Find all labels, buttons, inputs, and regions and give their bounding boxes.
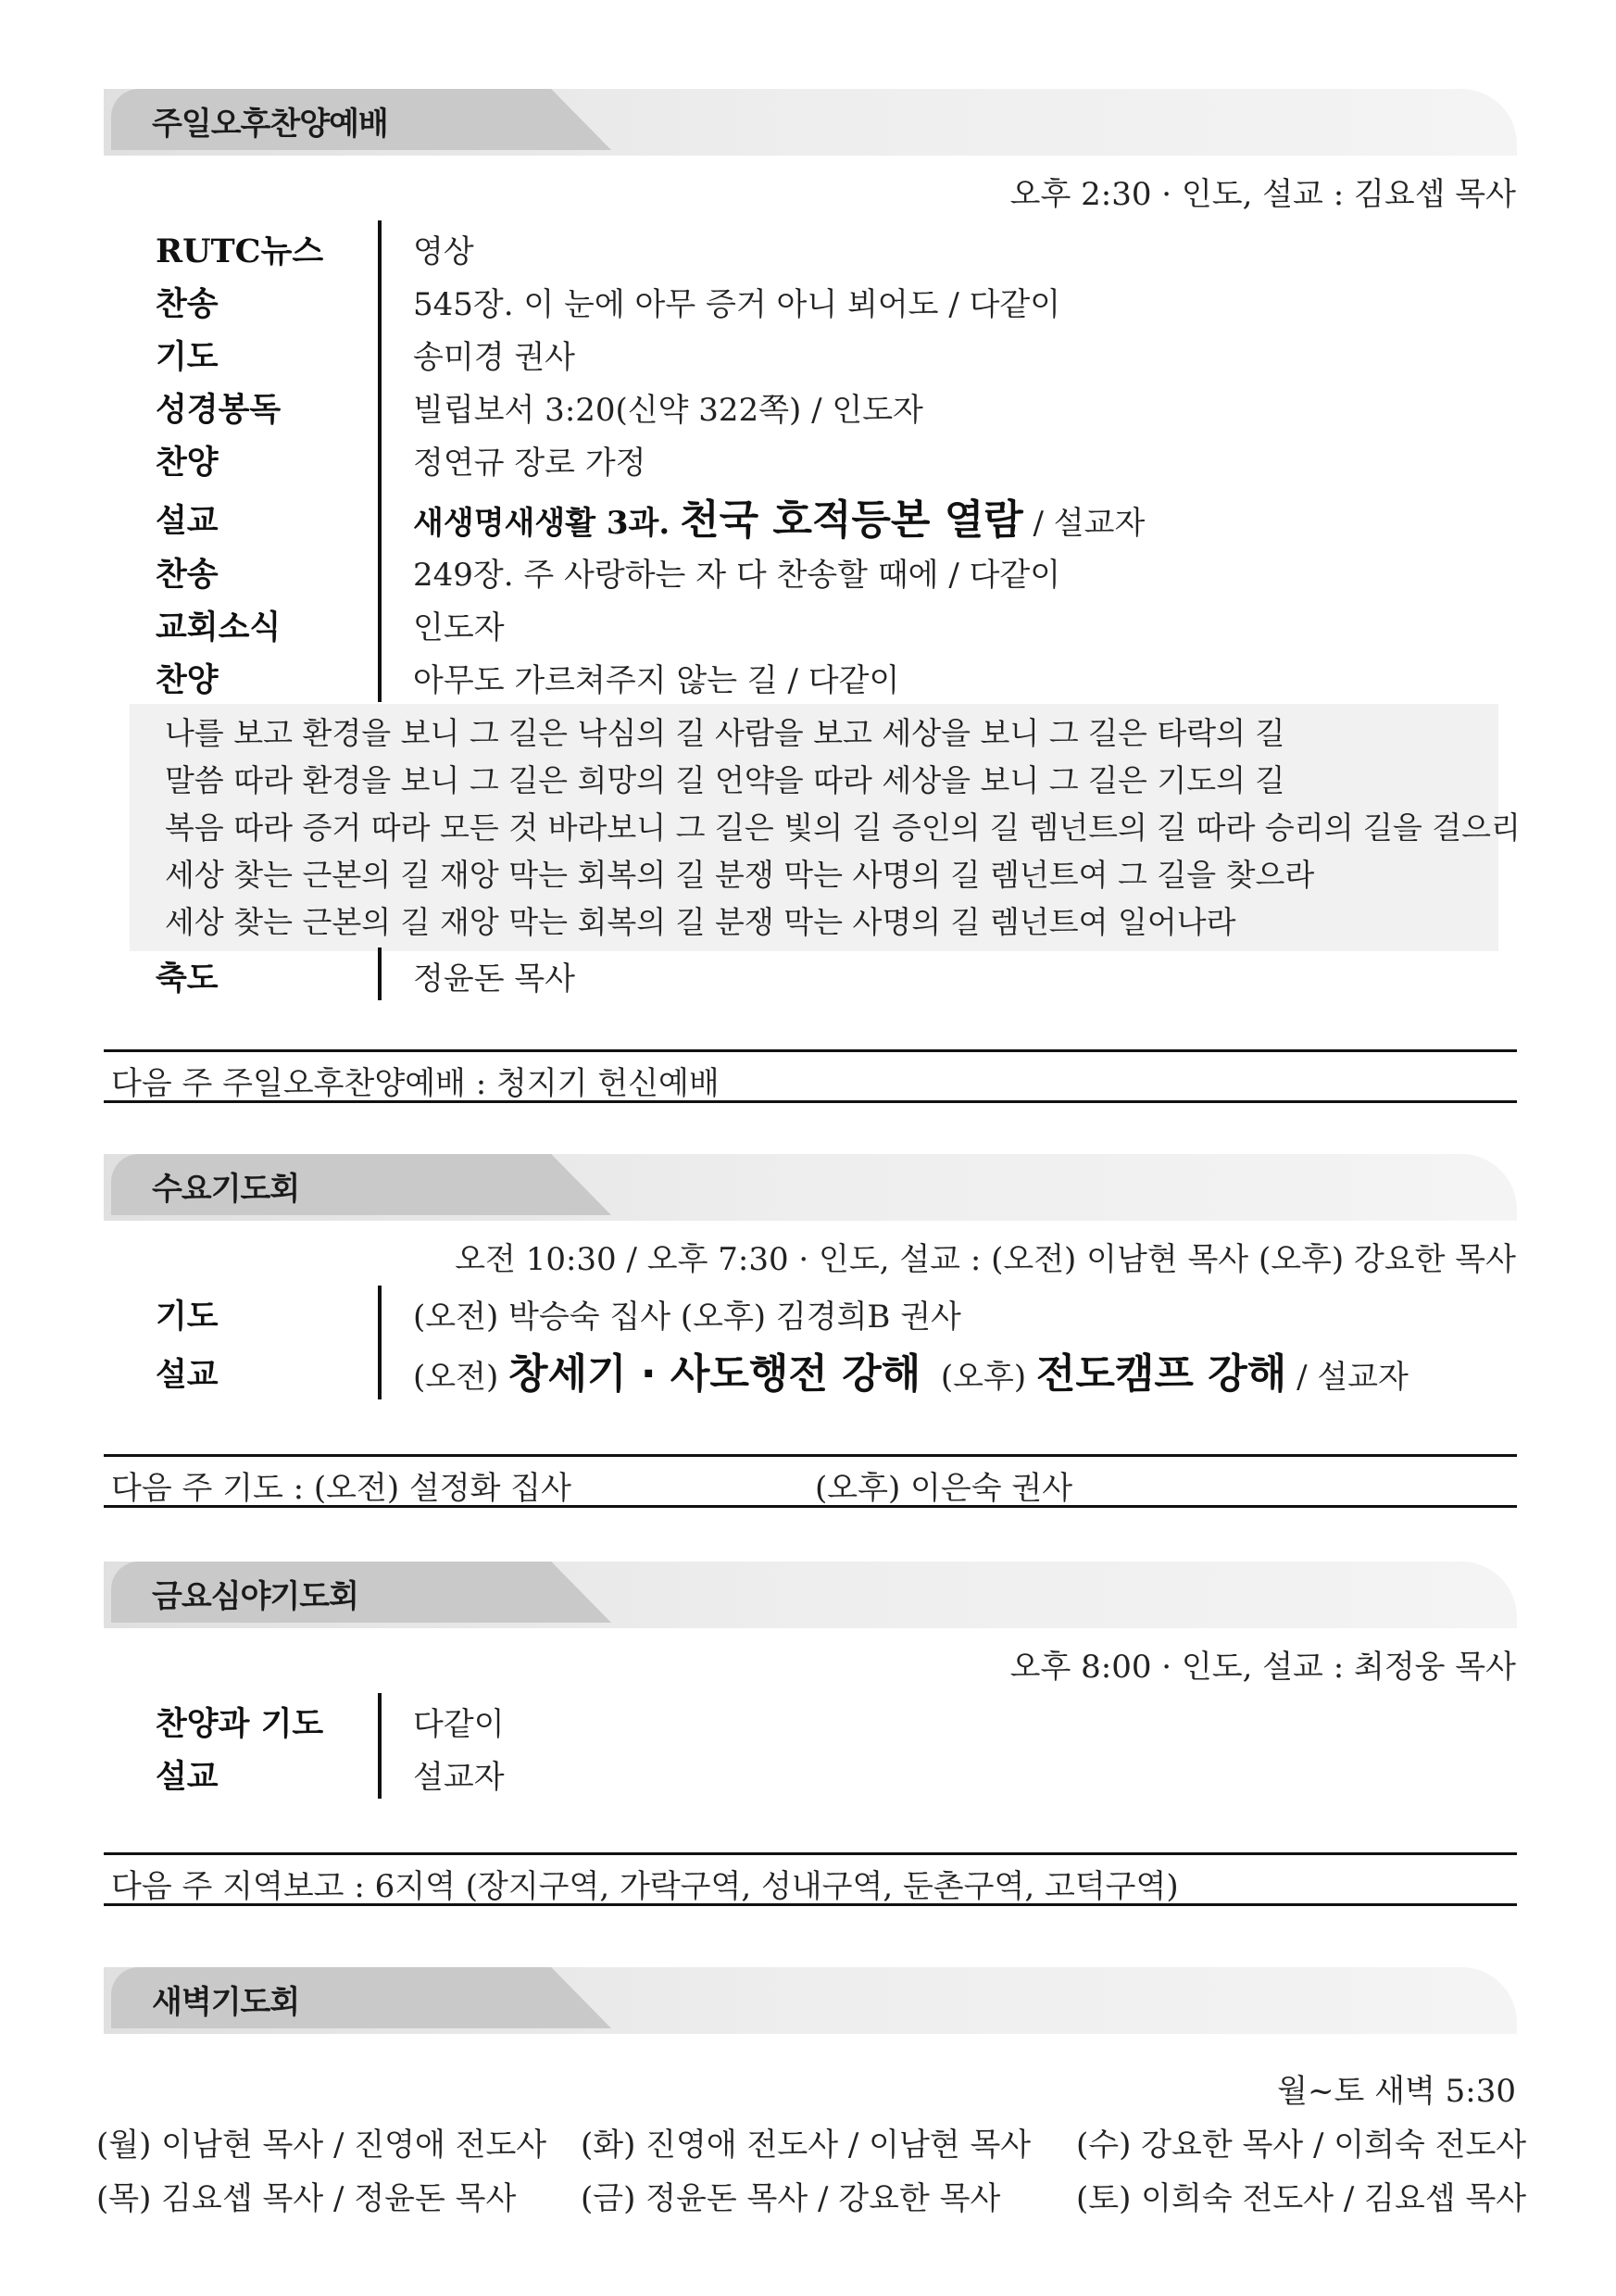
friday-order [148,1693,1519,1799]
row-value: 545장. 이 눈에 아무 증거 아니 뵈어도 / 다같이 [413,286,1061,323]
row-label: 설교 [156,1356,219,1394]
friday-meta: 오후 8:00 · 인도, 설교 : 최정웅 목사 [1009,1649,1516,1686]
order-row [148,432,1519,484]
sermon-title: 천국 호적등본 열람 [680,496,1023,544]
row-label: 찬송 [156,285,219,323]
row-label: 성경봉독 [156,391,282,429]
row-label: 기도 [156,1298,219,1336]
song-lyrics [130,704,1521,951]
dawn-day: (목) 김요셉 목사 / 정윤돈 목사 [96,2180,517,2217]
row-value: 아무도 가르쳐주지 않는 길 / 다같이 [413,662,900,699]
section-header-friday [104,1562,1517,1628]
dawn-day: (토) 이희숙 전도사 / 김요셉 목사 [1076,2180,1527,2217]
row-label: 교회소식 [156,609,282,646]
order-row [148,1286,1519,1338]
dawn-schedule-row [96,2173,1527,2225]
lyric-line: 말씀 따라 환경을 보니 그 길은 희망의 길 언약을 따라 세상을 보니 그 길은 기도의 길 [165,762,1285,798]
dawn-day: (수) 강요한 목사 / 이희숙 전도사 [1076,2127,1527,2164]
next-week-pm: (오후) 이은숙 권사 [815,1470,1073,1507]
benediction [148,947,1519,1000]
dawn-day: (월) 이남현 목사 / 진영애 전도사 [96,2127,547,2164]
sermon-suffix: / 설교자 [1033,505,1146,542]
sermon-suffix: / 설교자 [1297,1359,1409,1396]
row-value: 정윤돈 목사 [413,960,576,997]
dawn-day: (금) 정윤돈 목사 / 강요한 목사 [581,2180,1001,2217]
dawn-schedule-row [96,2119,1527,2171]
sunday-meta: 오후 2:30 · 인도, 설교 : 김요셉 목사 [1009,176,1516,213]
row-label: 찬양과 기도 [156,1705,324,1743]
row-label: RUTC뉴스 [156,232,324,270]
friday-next-week [104,1852,1517,1906]
order-row [148,220,1519,273]
lyric-line: 나를 보고 환경을 보니 그 길은 낙심의 길 사람을 보고 세상을 보니 그 길은 타락의 길 [165,715,1285,751]
dawn-meta: 월~토 새벽 5:30 [1277,2073,1516,2110]
next-week-text: 다음 주 지역보고 : 6지역 (장지구역, 가락구역, 성내구역, 둔촌구역, 고덕구역) [111,1868,1179,1905]
row-value: 249장. 주 사랑하는 자 다 찬송할 때에 / 다같이 [413,557,1061,594]
order-row [148,1693,1519,1746]
dawn-day: (화) 진영애 전도사 / 이남현 목사 [581,2127,1032,2164]
wednesday-order [148,1286,1519,1399]
row-value: 정연규 장로 가정 [413,445,646,482]
lyric-line: 세상 찾는 근본의 길 재앙 막는 회복의 길 분쟁 막는 사명의 길 렘넌트여 그 길을 찾으라 [165,857,1315,893]
pm-sermon-title: 전도캠프 강해 [1035,1350,1287,1398]
section-header-sunday [104,89,1517,156]
order-row [148,379,1519,432]
section-title: 주일오후찬양예배 [152,106,388,143]
order-row [148,544,1519,596]
pm-prefix: (오후) [940,1359,1027,1396]
row-value: 영상 [413,233,474,270]
row-label: 설교 [156,1758,219,1796]
am-prefix: (오전) [413,1359,499,1396]
row-value: 빌립보서 3:20(신약 322쪽) / 인도자 [413,392,923,429]
next-week-am: 다음 주 기도 : (오전) 설정화 집사 [111,1470,571,1507]
sunday-next-week [104,1049,1517,1103]
row-value: 인도자 [413,609,505,646]
sermon-value [413,1340,1409,1399]
row-label: 기도 [156,338,219,376]
order-row [148,326,1519,379]
row-label: 찬양 [156,661,219,699]
section-title: 수요기도회 [152,1171,300,1208]
row-value: 다같이 [413,1706,505,1743]
order-row [148,1746,1519,1799]
sermon-row [148,484,1519,544]
order-row [148,649,1519,702]
sunday-order [148,220,1519,702]
order-row [148,947,1519,1000]
next-week-text: 다음 주 주일오후찬양예배 : 청지기 헌신예배 [111,1065,720,1102]
lyric-line: 세상 찾는 근본의 길 재앙 막는 회복의 길 분쟁 막는 사명의 길 렘넌트여 일어나라 [165,904,1236,940]
lyric-line: 복음 따라 증거 따라 모든 것 바라보니 그 길은 빛의 길 증인의 길 렘넌트의 길 따라 승리의 길을 걸으리 [165,809,1521,846]
row-label: 찬양 [156,444,219,482]
order-row [148,596,1519,649]
row-value: (오전) 박승숙 집사 (오후) 김경희B 권사 [413,1299,961,1336]
sermon-value [413,486,1145,546]
am-sermon-title: 창세기 · 사도행전 강해 [508,1350,921,1398]
wednesday-meta: 오전 10:30 / 오후 7:30 · 인도, 설교 : (오전) 이남현 목사 (오후) 강요한 목사 [455,1241,1516,1278]
section-header-dawn [104,1967,1517,2034]
row-value: 송미경 권사 [413,339,576,376]
row-label: 설교 [156,502,219,540]
section-title: 새벽기도회 [152,1984,300,2021]
sermon-row [148,1338,1519,1399]
section-title: 금요심야기도회 [152,1578,358,1615]
wednesday-next-week [104,1454,1517,1508]
sermon-series: 새생명새생활 3과. [413,505,670,542]
order-row [148,273,1519,326]
row-label: 찬송 [156,556,219,594]
row-label: 축도 [156,960,219,997]
row-value: 설교자 [413,1759,505,1796]
section-header-wednesday [104,1154,1517,1221]
